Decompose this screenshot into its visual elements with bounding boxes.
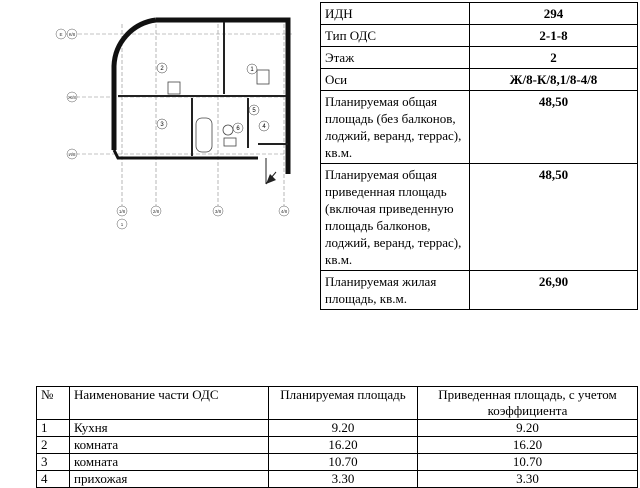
table-row xyxy=(37,437,638,454)
header-number: № xyxy=(37,387,70,420)
room-number: 3 xyxy=(37,454,70,471)
room-reduced-area: 10.70 xyxy=(418,454,638,471)
info-value: 26,90 xyxy=(470,271,638,310)
table-row xyxy=(37,471,638,488)
room-number-5: 5 xyxy=(252,108,256,114)
info-row xyxy=(321,69,638,91)
room-reduced-area: 16.20 xyxy=(418,437,638,454)
table-row xyxy=(37,454,638,471)
rooms-table-header xyxy=(37,387,638,420)
info-label: Планируемая общая площадь (без балконов, лоджий, веранд, террас), кв.м. xyxy=(321,91,470,164)
info-label: Оси xyxy=(321,69,470,91)
room-reduced-area: 9.20 xyxy=(418,420,638,437)
room-number-2: 2 xyxy=(160,66,164,72)
info-value: 48,50 xyxy=(470,164,638,271)
apartment-info-table xyxy=(320,2,638,310)
room-name: Кухня xyxy=(70,420,269,437)
room-name: комната xyxy=(70,454,269,471)
info-label: Тип ОДС xyxy=(321,25,470,47)
info-row xyxy=(321,47,638,69)
info-row xyxy=(321,25,638,47)
room-number-1: 1 xyxy=(250,67,254,73)
axis-label-k8: К/8 xyxy=(68,32,76,37)
info-label: Планируемая жилая площадь, кв.м. xyxy=(321,271,470,310)
room-number: 1 xyxy=(37,420,70,437)
axis-label-1: 1 xyxy=(120,222,124,227)
table-row xyxy=(37,420,638,437)
info-row xyxy=(321,271,638,310)
room-number: 4 xyxy=(37,471,70,488)
axis-label-2-8: 2/8 xyxy=(152,209,160,214)
axis-label-i8: И/8 xyxy=(68,152,76,157)
room-area: 3.30 xyxy=(269,471,418,488)
info-value: Ж/8-К/8,1/8-4/8 xyxy=(470,69,638,91)
info-label: ИДН xyxy=(321,3,470,25)
info-value: 48,50 xyxy=(470,91,638,164)
room-area: 16.20 xyxy=(269,437,418,454)
info-row xyxy=(321,3,638,25)
header-name: Наименование части ОДС xyxy=(70,387,269,420)
axis-label-4-8: 4/8 xyxy=(280,209,288,214)
axis-label-1-8: 1/8 xyxy=(118,209,126,214)
room-area: 10.70 xyxy=(269,454,418,471)
axis-label-3-8: 3/8 xyxy=(214,209,222,214)
room-number-6: 6 xyxy=(236,126,240,132)
room-number-3: 3 xyxy=(160,122,164,128)
room-area: 9.20 xyxy=(269,420,418,437)
header-area: Планируемая площадь xyxy=(269,387,418,420)
room-reduced-area: 3.30 xyxy=(418,471,638,488)
axis-label-e: Е xyxy=(59,32,63,37)
info-label: Планируемая общая приведенная площадь (включая приведенную площадь балконов, лоджий, веранд, террас), кв.м. xyxy=(321,164,470,271)
rooms-table xyxy=(36,386,638,488)
header-reduced-area: Приведенная площадь, с учетом коэффициента xyxy=(418,387,638,420)
room-number: 2 xyxy=(37,437,70,454)
floor-plan xyxy=(52,14,300,234)
room-number-4: 4 xyxy=(262,124,266,130)
room-name: комната xyxy=(70,437,269,454)
axis-label-zh8: Ж/8 xyxy=(68,95,76,100)
info-value: 2 xyxy=(470,47,638,69)
info-value: 294 xyxy=(470,3,638,25)
room-name: прихожая xyxy=(70,471,269,488)
info-value: 2-1-8 xyxy=(470,25,638,47)
info-label: Этаж xyxy=(321,47,470,69)
info-row xyxy=(321,164,638,271)
info-row xyxy=(321,91,638,164)
